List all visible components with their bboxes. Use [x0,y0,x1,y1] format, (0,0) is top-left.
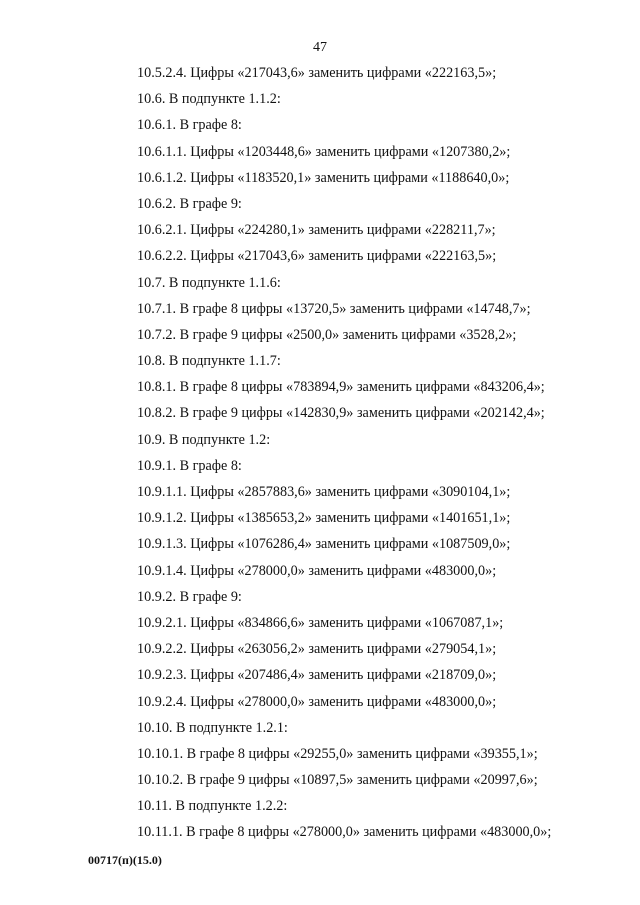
amendment-line: 10.7.2. В графе 9 цифры «2500,0» заменить цифрами «3528,2»; [137,326,517,343]
amendment-line: 10.8. В подпункте 1.1.7: [137,353,281,370]
amendment-line: 10.9.1.4. Цифры «278000,0» заменить цифрами «483000,0»; [137,562,497,579]
amendment-line: 10.6.1.2. Цифры «1183520,1» заменить цифрами «1188640,0»; [137,169,510,186]
amendment-line: 10.9.2.4. Цифры «278000,0» заменить цифрами «483000,0»; [137,693,497,710]
amendment-line: 10.9.2.1. Цифры «834866,6» заменить цифрами «1067087,1»; [137,614,504,631]
amendment-line: 10.6. В подпункте 1.1.2: [137,91,281,108]
amendment-line: 10.10.1. В графе 8 цифры «29255,0» заменить цифрами «39355,1»; [137,745,538,762]
amendment-line: 10.10. В подпункте 1.2.1: [137,719,288,736]
amendment-line: 10.8.1. В графе 8 цифры «783894,9» заменить цифрами «843206,4»; [137,379,545,396]
amendment-line: 10.6.1.1. Цифры «1203448,6» заменить цифрами «1207380,2»; [137,143,511,160]
amendment-line: 10.6.2. В графе 9: [137,195,242,212]
amendment-line: 10.10.2. В графе 9 цифры «10897,5» заменить цифрами «20997,6»; [137,772,538,789]
amendment-line: 10.9.2. В графе 9: [137,588,242,605]
amendment-line: 10.7.1. В графе 8 цифры «13720,5» заменить цифрами «14748,7»; [137,300,531,317]
amendment-line: 10.8.2. В графе 9 цифры «142830,9» заменить цифрами «202142,4»; [137,405,545,422]
amendment-line: 10.11.1. В графе 8 цифры «278000,0» заменить цифрами «483000,0»; [137,824,552,841]
footer-document-code: 00717(п)(15.0) [88,853,162,867]
amendment-line: 10.9.1.1. Цифры «2857883,6» заменить цифрами «3090104,1»; [137,484,511,500]
amendment-line: 10.9.2.2. Цифры «263056,2» заменить цифрами «279054,1»; [137,641,497,658]
page-number: 47 [313,40,327,55]
amendment-line: 10.9. В подпункте 1.2: [137,431,271,448]
amendment-line: 10.9.1. В графе 8: [137,457,242,474]
amendment-line: 10.9.1.2. Цифры «1385653,2» заменить цифрами «1401651,1»; [137,510,511,527]
amendment-line: 10.5.2.4. Цифры «217043,6» заменить цифрами «222163,5»; [137,65,497,81]
amendment-line: 10.6.2.2. Цифры «217043,6» заменить цифрами «222163,5»; [137,248,497,265]
amendment-line: 10.9.1.3. Цифры «1076286,4» заменить цифрами «1087509,0»; [137,536,511,553]
amendment-line: 10.6.2.1. Цифры «224280,1» заменить цифрами «228211,7»; [137,222,496,239]
amendment-line: 10.9.2.3. Цифры «207486,4» заменить цифрами «218709,0»; [137,667,497,684]
amendment-line: 10.6.1. В графе 8: [137,117,242,134]
amendment-line: 10.11. В подпункте 1.2.2: [137,798,288,815]
document-body [137,60,617,846]
amendment-line: 10.7. В подпункте 1.1.6: [137,274,281,291]
